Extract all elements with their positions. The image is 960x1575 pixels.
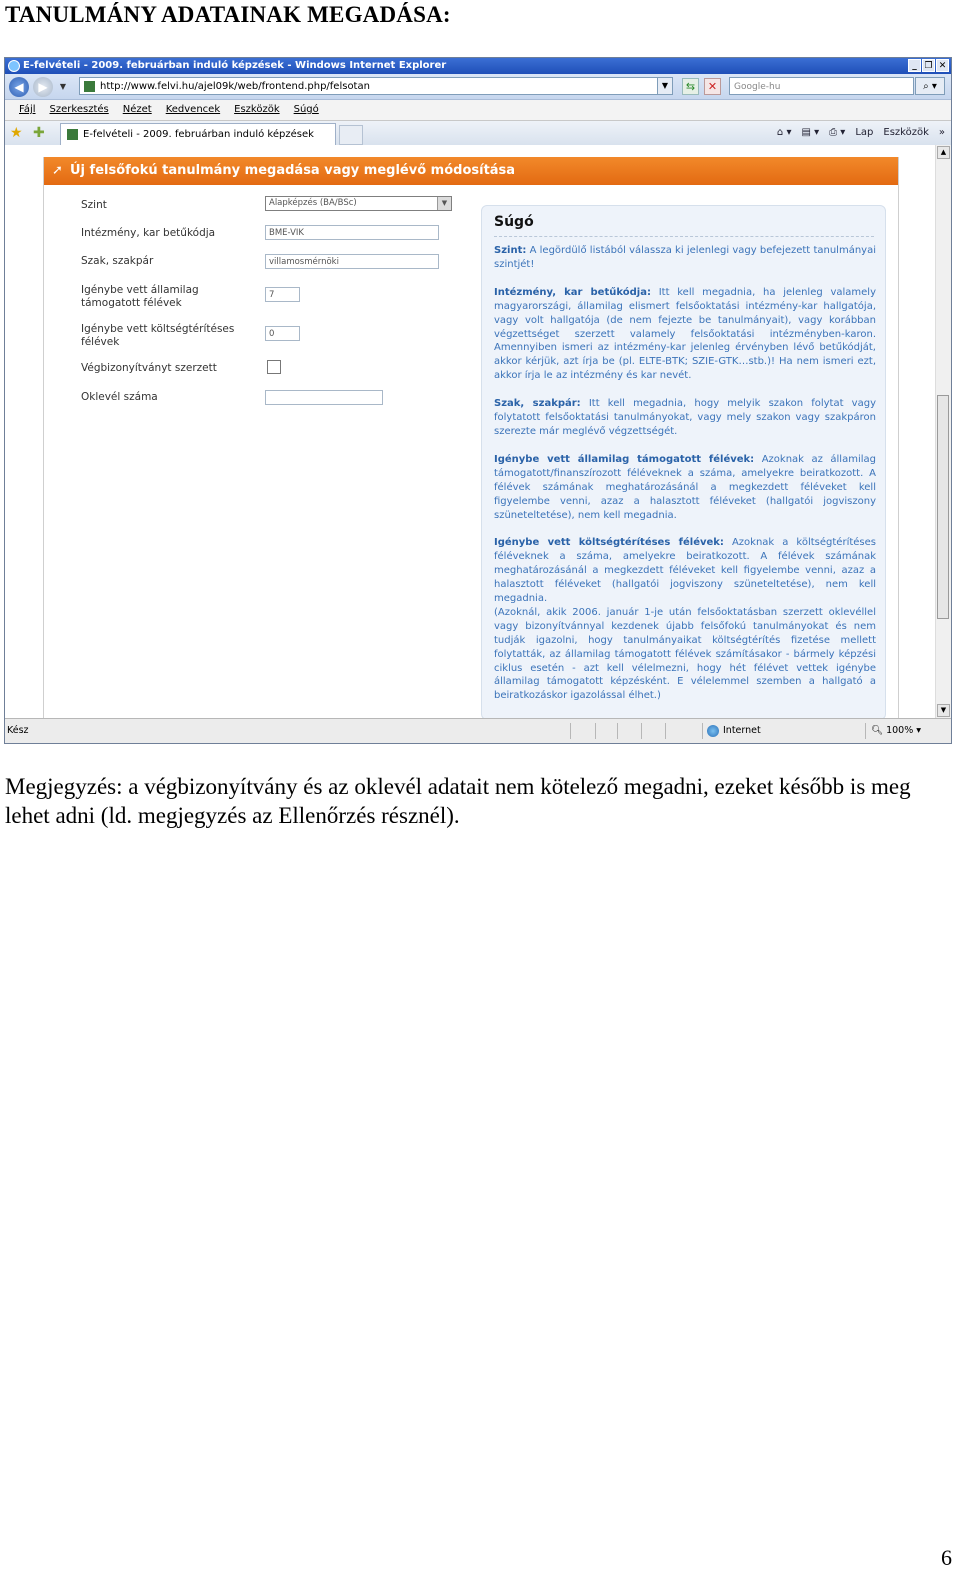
menu-item-sugo[interactable]: Súgó [293,104,319,115]
help-divider [494,236,874,237]
new-tab-button[interactable] [339,125,363,145]
szint-select[interactable] [265,196,452,211]
tab-current[interactable] [60,123,336,145]
help-text: Azoknak a költségtérítéses féléveknek a száma, amelyekre beiratkozott. A félévek számának meghatározásánál a megkezdett féléveket kell figyelembe venni, azaz a halasztott féléveket (hallgatói jogviszony szüneteltetése), nem kell megadnia. [494,537,876,605]
study-form-panel [43,157,899,718]
allami-felevek-label: Igénybe vett államilag támogatott félévek [81,284,199,309]
szak-label: Szak, szakpár [81,255,154,267]
koltseg-felevek-input[interactable]: 0 [265,326,300,341]
oklevel-label: Oklevél száma [81,391,158,403]
window-titlebar [5,58,951,74]
szint-value: Alapképzés (BA/BSc) [269,198,357,208]
page-number: 6 [941,1545,952,1570]
help-box [481,205,886,720]
panel-heading: Új felsőfokú tanulmány megadása vagy meglévő módosítása [70,163,516,178]
help-body [494,244,876,717]
help-term: Intézmény, kar betűkódja: [494,286,651,298]
status-divider [865,723,866,739]
help-paragraph-note: (Azoknál, akik 2006. január 1-je után felsőoktatásban szerzett oklevéllel vagy bizonyítvánnyal kezdenek újabb felsőfokú tanulmányokat és nem tudják igazolni, hogy tanulmányaikat költségtérítés fizetése mellett folytatták, az államilag támogatott félévek számításakor - bármely képzési ciklus esetén - azt kell vélelmezni, hogy hét félévet vettek igénybe államilag támogatott képzésként. E vélelemmel szemben a hallgató a beiratkozáskor igazolással élhet.) [494,606,876,702]
menu-bar [5,100,951,121]
help-paragraph [494,536,876,606]
intezmeny-input[interactable]: BME-VIK [265,225,439,240]
browser-screenshot [4,57,952,744]
help-text: A legördülő listából válassza ki jelenlegi vagy befejezett tanulmányai szintjét! [494,245,876,270]
intezmeny-label: Intézmény, kar betűkódja [81,227,216,239]
history-dropdown-icon[interactable]: ▼ [59,82,67,91]
home-icon[interactable]: ⌂ ▾ [776,127,792,138]
document-title: TANULMÁNY ADATAINAK MEGADÁSA: [5,2,451,27]
help-paragraph [494,397,876,439]
print-icon[interactable]: ⎙ ▾ [829,127,846,138]
tab-page-icon [67,129,78,140]
url-field[interactable] [79,77,673,95]
szak-input[interactable]: villamosmérnöki [265,254,439,269]
feeds-icon[interactable]: ▤ ▾ [801,127,820,138]
scroll-thumb[interactable] [937,395,949,619]
menu-item-fajl[interactable]: Fájl [19,104,36,115]
help-term: Szak, szakpár: [494,398,581,410]
note-paragraph: Megjegyzés: a végbizonyítvány és az oklevél adatait nem kötelező megadni, ezeket később is meg lehet adni (ld. megjegyzés az Ellenőrzés résznél). [5,774,911,828]
status-divider [702,723,703,739]
status-divider [641,723,642,739]
help-text: Itt kell megadnia, ha jelenleg valamely magyarországi, államilag elismert felsőoktatási intézmény-kar hallgatója, vagy volt hallgatója (de nem fejezte be tanulmányait), vagy korábban végzettséget szerzett valamely felsőoktatási intézményben-karon. Amennyiben ismeri az intézmény-kar jelenleg érvényben lévő betűkódját, akkor kérjük, azt írja be (pl. ELTE-BTK; SZIE-GTK…stb.)! Ha nem ismeri ezt, akkor írja le az intézmény és kar nevét. [494,286,876,382]
zoom-level: 100% [886,725,914,736]
tab-title: E-felvételi - 2009. februárban induló képzések [83,129,314,140]
forward-button[interactable]: ▶ [33,77,53,97]
tools-menu[interactable]: Eszközök [883,127,929,138]
status-bar [5,718,951,744]
help-paragraph [494,244,876,272]
help-term: Igénybe vett költségtérítéses félévek: [494,537,724,549]
vegbiz-checkbox[interactable] [267,360,281,374]
chevron-down-icon[interactable]: ▾ [916,725,922,736]
help-text: Azoknak az államilag támogatott/finanszírozott féléveknek a száma, amelyekre beiratkozott. A félévek számának meghatározásánál a megkezdett féléveket kell figyelembe venni, azaz a halasztott féléveket (hallgatói jogviszony szüneteltetése), nem kell megadnia. [494,453,876,521]
zoom-control[interactable] [871,719,921,743]
status-text: Kész [7,725,29,736]
menu-item-kedvencek[interactable]: Kedvencek [165,104,221,115]
szint-label: Szint [81,199,107,211]
scroll-down-icon[interactable]: ▼ [937,704,950,717]
chevron-more-icon[interactable]: » [938,127,945,138]
url-text: http://www.felvi.hu/ajel09k/web/frontend.php/felsotan [100,81,370,92]
search-input[interactable]: Google-hu [729,77,914,95]
status-divider [570,723,571,739]
status-divider [617,723,618,739]
refresh-button[interactable]: ⇆ [682,78,699,95]
restore-button[interactable]: ❐ [922,59,935,72]
vegbiz-label: Végbizonyítványt szerzett [81,362,217,374]
help-paragraph [494,453,876,523]
search-button[interactable]: ⌕ ▾ [915,77,945,95]
close-button[interactable]: ✕ [936,59,949,72]
help-term: Igénybe vett államilag támogatott félévek: [494,453,755,465]
tab-bar [5,121,951,146]
page-viewport [5,145,936,718]
window-title: E-felvételi - 2009. februárban induló képzések - Windows Internet Explorer [23,60,447,71]
ie-logo-icon [8,60,20,72]
help-title: Súgó [494,214,534,230]
url-dropdown-icon[interactable]: ▼ [657,78,672,94]
koltseg-felevek-label: Igénybe vett költségtérítéses félévek [81,323,235,348]
status-divider [665,723,666,739]
help-text: Itt kell megadnia, hogy melyik szakon folytat vagy folytatott felsőoktatási tanulmányokat, vagy mely szakon vagy szakpáron szerezte már meglévő végzettségét. [494,398,876,437]
favorites-star-icon[interactable]: ★ [10,125,23,141]
help-paragraph [494,286,876,383]
security-zone [705,719,761,743]
address-bar [5,74,951,100]
allami-felevek-input[interactable]: 7 [265,287,300,302]
oklevel-input[interactable] [265,390,383,405]
zoom-icon: 🔍︎ [871,725,884,736]
chevron-down-icon[interactable]: ▼ [437,197,451,210]
panel-header [44,157,898,185]
back-button[interactable]: ◀ [9,77,29,97]
status-divider [595,723,596,739]
window-controls [908,59,949,72]
page-icon [84,81,95,92]
vertical-scrollbar[interactable] [935,145,951,718]
scroll-up-icon[interactable]: ▲ [937,146,950,159]
zone-label: Internet [723,725,761,736]
globe-icon [707,725,719,737]
menu-item-eszkozok[interactable]: Eszközök [234,104,280,115]
menu-item-nezet[interactable]: Nézet [122,104,152,115]
stop-button[interactable]: ✕ [704,78,721,95]
help-term: Szint: [494,245,527,256]
add-favorite-icon[interactable]: ✚ [33,125,45,141]
page-menu[interactable]: Lap [855,127,874,138]
minimize-button[interactable]: _ [908,59,921,72]
arrow-icon: ➚ [52,163,63,178]
command-bar [777,121,945,145]
menu-item-szerkesztes[interactable]: Szerkesztés [49,104,109,115]
